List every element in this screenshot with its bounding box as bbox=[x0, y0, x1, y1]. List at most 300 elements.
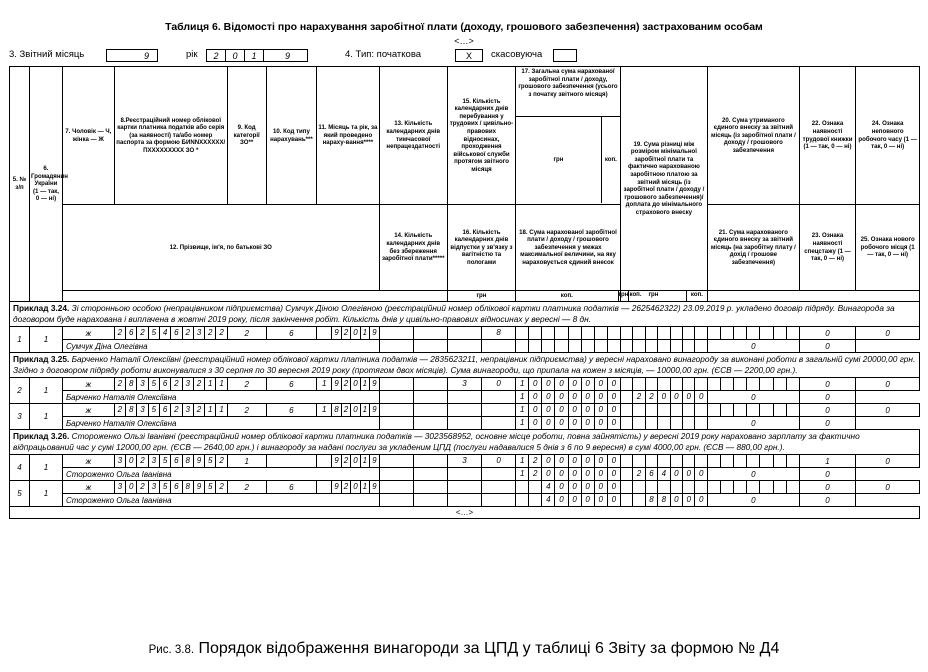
digit-cell[interactable] bbox=[720, 455, 733, 467]
digit-cell[interactable] bbox=[708, 327, 720, 339]
new-workplace-flag[interactable]: 0 bbox=[799, 417, 856, 430]
digit-cell[interactable]: 0 bbox=[554, 391, 567, 403]
digit-cell[interactable] bbox=[632, 455, 644, 467]
digit-cell[interactable]: 2 bbox=[117, 379, 123, 388]
digit-cell[interactable] bbox=[670, 327, 682, 339]
digit-cell[interactable]: 8 bbox=[182, 481, 193, 493]
person-name[interactable]: Барченко Наталія Олексіївна bbox=[62, 417, 379, 430]
digit-cell[interactable]: 0 bbox=[682, 391, 694, 403]
digit-cell[interactable]: 5 bbox=[148, 378, 159, 390]
digit-cell[interactable] bbox=[632, 404, 644, 416]
special-service-flag[interactable]: 0 bbox=[707, 417, 799, 430]
digit-cell[interactable]: 2 bbox=[170, 404, 181, 416]
digit-cell[interactable]: 1 bbox=[215, 404, 226, 416]
special-service-flag[interactable]: 0 bbox=[707, 494, 799, 507]
digit-cell[interactable]: 6 bbox=[159, 378, 170, 390]
category-code[interactable]: 2 bbox=[227, 404, 266, 417]
digit-cell[interactable]: 0 bbox=[607, 494, 620, 506]
digit-cell[interactable] bbox=[670, 340, 682, 352]
digit-cell[interactable] bbox=[380, 327, 413, 339]
digit-cell[interactable]: 0 bbox=[607, 391, 620, 403]
digit-cell[interactable]: 0 bbox=[581, 468, 594, 480]
digit-cell[interactable]: 0 bbox=[350, 404, 359, 416]
sex-field[interactable]: ж bbox=[62, 378, 114, 391]
digit-cell[interactable]: 0 bbox=[568, 391, 581, 403]
digit-cell[interactable]: 0 bbox=[581, 404, 594, 416]
digit-cell[interactable]: 0 bbox=[682, 494, 694, 506]
digit-cell[interactable]: 0 bbox=[694, 391, 706, 403]
digit-cell[interactable]: 2 bbox=[136, 455, 147, 467]
digit-cell[interactable] bbox=[568, 327, 581, 339]
digit-cell[interactable] bbox=[645, 340, 657, 352]
part-time-flag[interactable]: 0 bbox=[856, 455, 920, 468]
digit-cell[interactable] bbox=[481, 481, 515, 493]
digit-cell[interactable] bbox=[448, 494, 481, 506]
digit-cell[interactable]: 9 bbox=[334, 482, 339, 491]
digit-cell[interactable]: 0 bbox=[607, 417, 620, 429]
digit-cell[interactable]: 1 bbox=[519, 456, 525, 465]
digit-cell[interactable] bbox=[670, 378, 682, 390]
digit-cell[interactable] bbox=[694, 327, 706, 339]
digit-cell[interactable] bbox=[516, 494, 528, 506]
digit-cell[interactable]: 3 bbox=[117, 456, 123, 465]
digit-cell[interactable]: 4 bbox=[657, 468, 669, 480]
digit-cell[interactable] bbox=[481, 340, 515, 352]
digit-cell[interactable]: 0 bbox=[670, 391, 682, 403]
digit-cell[interactable] bbox=[541, 327, 554, 339]
digit-cell[interactable] bbox=[786, 404, 799, 416]
citizen-flag[interactable]: 1 bbox=[30, 455, 63, 481]
digit-cell[interactable] bbox=[733, 455, 746, 467]
digit-cell[interactable] bbox=[746, 404, 759, 416]
digit-cell[interactable] bbox=[657, 404, 669, 416]
digit-cell[interactable] bbox=[645, 481, 657, 493]
digit-cell[interactable] bbox=[413, 327, 447, 339]
person-name[interactable]: Сумчук Діна Олегівна bbox=[62, 340, 379, 353]
digit-cell[interactable] bbox=[448, 327, 481, 339]
digit-cell[interactable] bbox=[621, 417, 632, 429]
digit-cell[interactable]: 3 bbox=[462, 379, 467, 388]
citizen-flag[interactable]: 1 bbox=[30, 481, 63, 507]
digit-cell[interactable]: 3 bbox=[182, 378, 193, 390]
year-digit-2[interactable]: 0 bbox=[225, 49, 245, 62]
digit-cell[interactable] bbox=[645, 404, 657, 416]
digit-cell[interactable] bbox=[746, 455, 759, 467]
digit-cell[interactable] bbox=[682, 455, 694, 467]
digit-cell[interactable]: 0 bbox=[528, 417, 541, 429]
digit-cell[interactable]: 6 bbox=[645, 468, 657, 480]
digit-cell[interactable]: 0 bbox=[607, 404, 620, 416]
digit-cell[interactable]: 0 bbox=[350, 327, 359, 339]
digit-cell[interactable] bbox=[694, 455, 706, 467]
workbook-flag[interactable]: 0 bbox=[799, 481, 856, 494]
digit-cell[interactable]: 3 bbox=[462, 456, 467, 465]
digit-cell[interactable]: 0 bbox=[528, 391, 541, 403]
digit-cell[interactable]: 8 bbox=[182, 455, 193, 467]
digit-cell[interactable] bbox=[621, 481, 632, 493]
accrual-type-code[interactable]: 6 bbox=[266, 404, 317, 417]
workbook-flag[interactable]: 1 bbox=[799, 455, 856, 468]
digit-cell[interactable] bbox=[448, 417, 481, 429]
digit-cell[interactable] bbox=[528, 327, 541, 339]
digit-cell[interactable] bbox=[594, 340, 607, 352]
digit-cell[interactable]: 0 bbox=[581, 378, 594, 390]
digit-cell[interactable] bbox=[380, 391, 413, 403]
digit-cell[interactable] bbox=[682, 404, 694, 416]
digit-cell[interactable]: 9 bbox=[369, 481, 378, 493]
digit-cell[interactable] bbox=[746, 481, 759, 493]
part-time-flag[interactable]: 0 bbox=[856, 404, 920, 417]
part-time-flag[interactable]: 0 bbox=[856, 481, 920, 494]
digit-cell[interactable]: 2 bbox=[341, 378, 350, 390]
digit-cell[interactable]: 0 bbox=[594, 494, 607, 506]
digit-cell[interactable] bbox=[657, 455, 669, 467]
digit-cell[interactable]: 0 bbox=[568, 417, 581, 429]
digit-cell[interactable]: 2 bbox=[528, 468, 541, 480]
type-initial-checkbox[interactable]: X bbox=[455, 49, 483, 62]
digit-cell[interactable]: 0 bbox=[568, 468, 581, 480]
digit-cell[interactable] bbox=[720, 404, 733, 416]
part-time-flag[interactable]: 0 bbox=[856, 327, 920, 340]
digit-cell[interactable] bbox=[657, 327, 669, 339]
digit-cell[interactable] bbox=[694, 340, 706, 352]
digit-cell[interactable] bbox=[786, 481, 799, 493]
digit-cell[interactable]: 0 bbox=[481, 455, 515, 467]
digit-cell[interactable] bbox=[720, 481, 733, 493]
digit-cell[interactable]: 0 bbox=[694, 494, 706, 506]
digit-cell[interactable] bbox=[682, 378, 694, 390]
digit-cell[interactable] bbox=[413, 404, 447, 416]
digit-cell[interactable] bbox=[380, 404, 413, 416]
digit-cell[interactable]: 8 bbox=[125, 404, 136, 416]
citizen-flag[interactable]: 1 bbox=[30, 378, 63, 404]
digit-cell[interactable] bbox=[786, 327, 799, 339]
digit-cell[interactable] bbox=[733, 404, 746, 416]
digit-cell[interactable]: 0 bbox=[541, 455, 554, 467]
digit-cell[interactable] bbox=[413, 391, 447, 403]
digit-cell[interactable] bbox=[528, 494, 541, 506]
digit-cell[interactable] bbox=[645, 455, 657, 467]
digit-cell[interactable] bbox=[670, 481, 682, 493]
digit-cell[interactable]: 5 bbox=[159, 481, 170, 493]
digit-cell[interactable] bbox=[694, 417, 706, 429]
digit-cell[interactable] bbox=[708, 481, 720, 493]
digit-cell[interactable] bbox=[481, 417, 515, 429]
digit-cell[interactable] bbox=[380, 494, 413, 506]
digit-cell[interactable]: 0 bbox=[594, 391, 607, 403]
digit-cell[interactable]: 8 bbox=[125, 378, 136, 390]
digit-cell[interactable] bbox=[632, 494, 644, 506]
digit-cell[interactable]: 4 bbox=[159, 327, 170, 339]
digit-cell[interactable]: 1 bbox=[360, 404, 369, 416]
digit-cell[interactable] bbox=[670, 404, 682, 416]
digit-cell[interactable] bbox=[746, 327, 759, 339]
tp-cell[interactable]: 1 bbox=[317, 404, 332, 416]
digit-cell[interactable] bbox=[380, 417, 413, 429]
digit-cell[interactable]: 5 bbox=[204, 455, 215, 467]
digit-cell[interactable]: 0 bbox=[554, 481, 567, 493]
digit-cell[interactable] bbox=[528, 481, 541, 493]
digit-cell[interactable]: 0 bbox=[554, 404, 567, 416]
digit-cell[interactable]: 0 bbox=[568, 404, 581, 416]
digit-cell[interactable] bbox=[448, 391, 481, 403]
digit-cell[interactable]: 0 bbox=[554, 494, 567, 506]
digit-cell[interactable] bbox=[413, 378, 447, 390]
digit-cell[interactable]: 0 bbox=[554, 378, 567, 390]
accrual-type-code[interactable]: 6 bbox=[266, 481, 317, 494]
digit-cell[interactable]: 0 bbox=[568, 481, 581, 493]
digit-cell[interactable] bbox=[759, 455, 772, 467]
digit-cell[interactable] bbox=[621, 340, 632, 352]
tp-cell[interactable] bbox=[317, 327, 332, 339]
digit-cell[interactable]: 0 bbox=[554, 455, 567, 467]
digit-cell[interactable] bbox=[380, 455, 413, 467]
digit-cell[interactable] bbox=[632, 481, 644, 493]
digit-cell[interactable] bbox=[621, 404, 632, 416]
digit-cell[interactable]: 5 bbox=[159, 455, 170, 467]
digit-cell[interactable]: 9 bbox=[334, 328, 339, 337]
digit-cell[interactable]: 9 bbox=[193, 481, 204, 493]
category-code[interactable]: 2 bbox=[227, 481, 266, 494]
digit-cell[interactable] bbox=[516, 327, 528, 339]
digit-cell[interactable]: 2 bbox=[528, 455, 541, 467]
digit-cell[interactable] bbox=[682, 340, 694, 352]
digit-cell[interactable] bbox=[645, 327, 657, 339]
digit-cell[interactable] bbox=[413, 481, 447, 493]
digit-cell[interactable] bbox=[720, 378, 733, 390]
digit-cell[interactable] bbox=[657, 481, 669, 493]
digit-cell[interactable]: 2 bbox=[632, 468, 644, 480]
sex-field[interactable]: ж bbox=[62, 404, 114, 417]
digit-cell[interactable] bbox=[632, 340, 644, 352]
digit-cell[interactable]: 0 bbox=[554, 417, 567, 429]
digit-cell[interactable] bbox=[733, 327, 746, 339]
digit-cell[interactable]: 9 bbox=[193, 455, 204, 467]
digit-cell[interactable]: 0 bbox=[581, 391, 594, 403]
digit-cell[interactable]: 0 bbox=[607, 455, 620, 467]
digit-cell[interactable]: 0 bbox=[481, 378, 515, 390]
digit-cell[interactable] bbox=[481, 468, 515, 480]
digit-cell[interactable] bbox=[786, 378, 799, 390]
digit-cell[interactable]: 9 bbox=[334, 379, 339, 388]
digit-cell[interactable]: 0 bbox=[350, 455, 359, 467]
digit-cell[interactable]: 2 bbox=[136, 481, 147, 493]
year-digit-3[interactable]: 1 bbox=[244, 49, 264, 62]
tp-cell[interactable] bbox=[317, 481, 332, 493]
digit-cell[interactable] bbox=[541, 340, 554, 352]
digit-cell[interactable]: 6 bbox=[170, 455, 181, 467]
digit-cell[interactable]: 0 bbox=[594, 404, 607, 416]
digit-cell[interactable] bbox=[554, 340, 567, 352]
digit-cell[interactable] bbox=[448, 468, 481, 480]
digit-cell[interactable] bbox=[581, 327, 594, 339]
digit-cell[interactable]: 2 bbox=[117, 328, 123, 337]
digit-cell[interactable] bbox=[380, 378, 413, 390]
digit-cell[interactable] bbox=[645, 378, 657, 390]
digit-cell[interactable]: 0 bbox=[594, 468, 607, 480]
tp-cell[interactable]: 1 bbox=[317, 378, 332, 390]
digit-cell[interactable]: 0 bbox=[541, 417, 554, 429]
digit-cell[interactable] bbox=[413, 494, 447, 506]
digit-cell[interactable]: 0 bbox=[694, 468, 706, 480]
month-field[interactable]: 9 bbox=[106, 49, 158, 62]
digit-cell[interactable] bbox=[682, 481, 694, 493]
special-service-flag[interactable]: 0 bbox=[707, 391, 799, 404]
person-name[interactable]: Стороженко Ольга Іванівна bbox=[62, 494, 379, 507]
digit-cell[interactable]: 3 bbox=[117, 482, 123, 491]
digit-cell[interactable] bbox=[759, 327, 772, 339]
digit-cell[interactable] bbox=[607, 340, 620, 352]
digit-cell[interactable] bbox=[786, 455, 799, 467]
digit-cell[interactable]: 8 bbox=[481, 327, 515, 339]
digit-cell[interactable]: 9 bbox=[369, 404, 378, 416]
digit-cell[interactable]: 8 bbox=[657, 494, 669, 506]
digit-cell[interactable]: 0 bbox=[528, 378, 541, 390]
digit-cell[interactable] bbox=[594, 327, 607, 339]
digit-cell[interactable]: 0 bbox=[350, 481, 359, 493]
digit-cell[interactable]: 0 bbox=[581, 481, 594, 493]
digit-cell[interactable]: 0 bbox=[682, 468, 694, 480]
digit-cell[interactable] bbox=[516, 340, 528, 352]
digit-cell[interactable] bbox=[380, 468, 413, 480]
digit-cell[interactable]: 2 bbox=[341, 327, 350, 339]
digit-cell[interactable] bbox=[682, 327, 694, 339]
tp-cell[interactable] bbox=[317, 455, 332, 467]
digit-cell[interactable] bbox=[621, 327, 632, 339]
digit-cell[interactable]: 0 bbox=[670, 494, 682, 506]
digit-cell[interactable]: 6 bbox=[170, 481, 181, 493]
year-digit-4[interactable]: 9 bbox=[263, 49, 308, 62]
digit-cell[interactable]: 9 bbox=[369, 327, 378, 339]
digit-cell[interactable]: 8 bbox=[645, 494, 657, 506]
digit-cell[interactable] bbox=[554, 327, 567, 339]
digit-cell[interactable]: 1 bbox=[204, 378, 215, 390]
digit-cell[interactable]: 1 bbox=[519, 379, 525, 388]
digit-cell[interactable] bbox=[682, 417, 694, 429]
digit-cell[interactable]: 1 bbox=[519, 405, 525, 414]
digit-cell[interactable] bbox=[581, 340, 594, 352]
digit-cell[interactable]: 0 bbox=[657, 391, 669, 403]
digit-cell[interactable]: 8 bbox=[334, 405, 339, 414]
special-service-flag[interactable]: 0 bbox=[707, 340, 799, 353]
digit-cell[interactable]: 2 bbox=[341, 481, 350, 493]
accrual-type-code[interactable]: 6 bbox=[266, 378, 317, 391]
digit-cell[interactable]: 0 bbox=[541, 468, 554, 480]
digit-cell[interactable]: 3 bbox=[182, 404, 193, 416]
digit-cell[interactable] bbox=[448, 481, 481, 493]
digit-cell[interactable]: 2 bbox=[204, 327, 215, 339]
digit-cell[interactable] bbox=[380, 481, 413, 493]
digit-cell[interactable]: 2 bbox=[341, 455, 350, 467]
digit-cell[interactable]: 2 bbox=[182, 327, 193, 339]
digit-cell[interactable]: 2 bbox=[215, 455, 226, 467]
digit-cell[interactable] bbox=[528, 340, 541, 352]
digit-cell[interactable]: 0 bbox=[568, 378, 581, 390]
digit-cell[interactable] bbox=[481, 391, 515, 403]
sex-field[interactable]: ж bbox=[62, 455, 114, 468]
new-workplace-flag[interactable]: 0 bbox=[799, 468, 856, 481]
digit-cell[interactable] bbox=[413, 468, 447, 480]
digit-cell[interactable] bbox=[759, 404, 772, 416]
digit-cell[interactable] bbox=[645, 417, 657, 429]
digit-cell[interactable] bbox=[632, 378, 644, 390]
digit-cell[interactable] bbox=[413, 417, 447, 429]
digit-cell[interactable] bbox=[759, 378, 772, 390]
digit-cell[interactable] bbox=[670, 455, 682, 467]
digit-cell[interactable] bbox=[481, 404, 515, 416]
digit-cell[interactable] bbox=[448, 340, 481, 352]
digit-cell[interactable]: 2 bbox=[136, 327, 147, 339]
digit-cell[interactable] bbox=[448, 404, 481, 416]
digit-cell[interactable] bbox=[621, 378, 632, 390]
digit-cell[interactable] bbox=[632, 327, 644, 339]
sex-field[interactable]: ж bbox=[62, 481, 114, 494]
digit-cell[interactable] bbox=[708, 455, 720, 467]
digit-cell[interactable]: 0 bbox=[594, 481, 607, 493]
digit-cell[interactable]: 4 bbox=[541, 494, 554, 506]
digit-cell[interactable]: 6 bbox=[170, 327, 181, 339]
digit-cell[interactable]: 5 bbox=[148, 404, 159, 416]
digit-cell[interactable]: 0 bbox=[581, 494, 594, 506]
person-name[interactable]: Барченко Наталія Олексіївна bbox=[62, 391, 379, 404]
digit-cell[interactable]: 0 bbox=[541, 404, 554, 416]
digit-cell[interactable] bbox=[632, 417, 644, 429]
digit-cell[interactable]: 3 bbox=[148, 455, 159, 467]
digit-cell[interactable] bbox=[694, 404, 706, 416]
digit-cell[interactable]: 9 bbox=[369, 455, 378, 467]
digit-cell[interactable]: 5 bbox=[204, 481, 215, 493]
citizen-flag[interactable]: 1 bbox=[30, 404, 63, 430]
digit-cell[interactable] bbox=[733, 378, 746, 390]
digit-cell[interactable]: 2 bbox=[645, 391, 657, 403]
digit-cell[interactable]: 0 bbox=[607, 468, 620, 480]
new-workplace-flag[interactable]: 0 bbox=[799, 391, 856, 404]
digit-cell[interactable] bbox=[657, 340, 669, 352]
digit-cell[interactable] bbox=[481, 494, 515, 506]
digit-cell[interactable] bbox=[657, 378, 669, 390]
digit-cell[interactable]: 3 bbox=[136, 378, 147, 390]
digit-cell[interactable]: 1 bbox=[215, 378, 226, 390]
person-name[interactable]: Стороженко Ольга Іванівна bbox=[62, 468, 379, 481]
digit-cell[interactable] bbox=[773, 455, 786, 467]
digit-cell[interactable]: 1 bbox=[204, 404, 215, 416]
new-workplace-flag[interactable]: 0 bbox=[799, 340, 856, 353]
part-time-flag[interactable]: 0 bbox=[856, 378, 920, 391]
digit-cell[interactable]: 0 bbox=[607, 481, 620, 493]
digit-cell[interactable]: 1 bbox=[360, 455, 369, 467]
workbook-flag[interactable]: 0 bbox=[799, 327, 856, 340]
digit-cell[interactable]: 2 bbox=[632, 391, 644, 403]
digit-cell[interactable] bbox=[413, 340, 447, 352]
digit-cell[interactable]: 0 bbox=[528, 404, 541, 416]
digit-cell[interactable] bbox=[568, 340, 581, 352]
digit-cell[interactable]: 1 bbox=[360, 378, 369, 390]
digit-cell[interactable]: 2 bbox=[215, 327, 226, 339]
digit-cell[interactable] bbox=[694, 481, 706, 493]
digit-cell[interactable] bbox=[746, 378, 759, 390]
sex-field[interactable]: ж bbox=[62, 327, 114, 340]
workbook-flag[interactable]: 0 bbox=[799, 404, 856, 417]
digit-cell[interactable]: 0 bbox=[594, 455, 607, 467]
digit-cell[interactable] bbox=[773, 378, 786, 390]
digit-cell[interactable]: 2 bbox=[170, 378, 181, 390]
digit-cell[interactable]: 2 bbox=[117, 405, 123, 414]
digit-cell[interactable]: 0 bbox=[594, 417, 607, 429]
digit-cell[interactable]: 6 bbox=[125, 327, 136, 339]
digit-cell[interactable] bbox=[720, 327, 733, 339]
digit-cell[interactable] bbox=[621, 455, 632, 467]
digit-cell[interactable]: 6 bbox=[159, 404, 170, 416]
